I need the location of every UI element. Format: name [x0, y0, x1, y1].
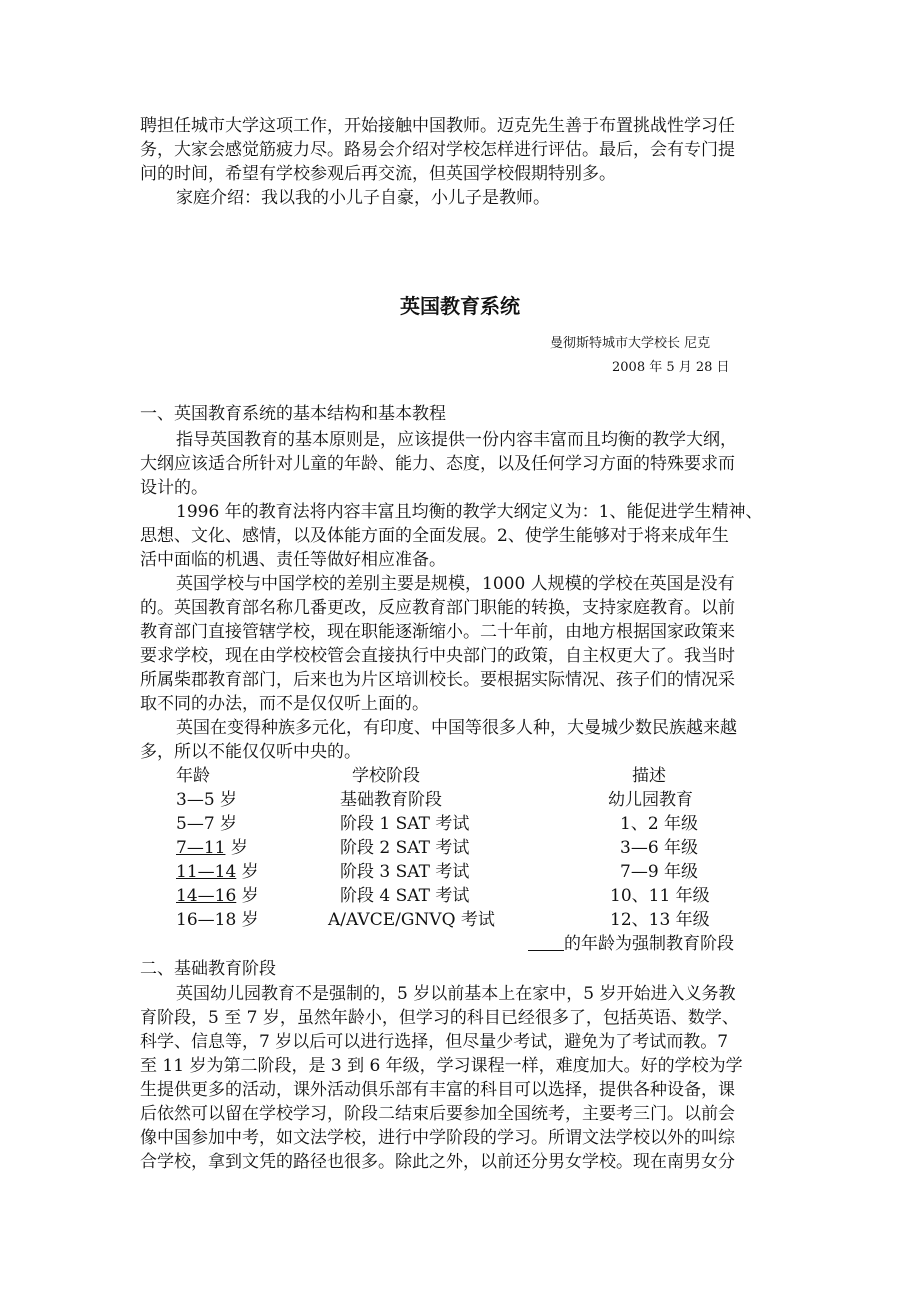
- table-cell-desc: 12、13 年级: [610, 910, 710, 930]
- paragraph-line: 设计的。: [140, 478, 208, 498]
- paragraph-line: 英国在变得种族多元化，有印度、中国等很多人种，大曼城少数民族越来越: [176, 718, 737, 738]
- paragraph-line: 思想、文化、感情，以及体能方面的全面发展。2、使学生能够对于将来成年生: [140, 526, 729, 546]
- paragraph-line: 像中国参加中考，如文法学校，进行中学阶段的学习。所谓文法学校以外的叫综: [140, 1128, 735, 1148]
- table-cell-stage: 阶段 4 SAT 考试: [340, 886, 470, 906]
- author-line: 曼彻斯特城市大学校长 尼克: [550, 336, 711, 351]
- table-header-desc: 描述: [632, 766, 666, 786]
- table-cell-stage: 基础教育阶段: [340, 790, 442, 810]
- paragraph-line: 至 11 岁为第二阶段，是 3 到 6 年级，学习课程一样，难度加大。好的学校为学: [140, 1056, 743, 1076]
- paragraph-line: 生提供更多的活动，课外活动俱乐部有丰富的科目可以选择，提供各种设备，课: [140, 1080, 735, 1100]
- table-cell-age: 5—7 岁: [176, 814, 238, 834]
- paragraph-line: 指导英国教育的基本原则是，应该提供一份内容丰富而且均衡的教学大纲，: [176, 430, 737, 450]
- table-cell-desc: 3—6 年级: [620, 838, 699, 858]
- table-cell-desc: 7—9 年级: [620, 862, 699, 882]
- date-line: 2008 年 5 月 28 日: [612, 360, 730, 375]
- family-intro: 家庭介绍：我以我的小儿子自豪，小儿子是教师。: [176, 188, 550, 208]
- paragraph-line: 的。英国教育部名称几番更改，反应教育部门职能的转换，支持家庭教育。以前: [140, 598, 735, 618]
- paragraph-line: 多，所以不能仅仅听中央的。: [140, 742, 361, 762]
- table-cell-age: 11—14 岁: [176, 862, 259, 882]
- paragraph-line: 后依然可以留在学校学习，阶段二结束后要参加全国统考，主要考三门。以前会: [140, 1104, 735, 1124]
- table-header-age: 年龄: [176, 766, 210, 786]
- fill-blank: [528, 934, 564, 951]
- intro-line: 聘担任城市大学这项工作，开始接触中国教师。迈克先生善于布置挑战性学习任: [140, 116, 735, 136]
- paragraph-line: 育阶段，5 至 7 岁，虽然年龄小，但学习的科目已经很多了，包括英语、数学、: [140, 1008, 739, 1028]
- paragraph-line: 所属柴郡教育部门，后来也为片区培训校长。要根据实际情况、孩子们的情况采: [140, 670, 735, 690]
- table-cell-stage: A/AVCE/GNVQ 考试: [328, 910, 495, 930]
- section-heading: 二、基础教育阶段: [140, 959, 276, 979]
- table-cell-age: 7—11 岁: [176, 838, 248, 858]
- intro-line: 务，大家会感觉筋疲力尽。路易会介绍对学校怎样进行评估。最后，会有专门提: [140, 140, 735, 160]
- paragraph-line: 教育部门直接管辖学校，现在职能逐渐缩小。二十年前，由地方根据国家政策来: [140, 622, 735, 642]
- table-cell-age: 3—5 岁: [176, 790, 238, 810]
- table-cell-desc: 10、11 年级: [610, 886, 710, 906]
- table-cell-age: 14—16 岁: [176, 886, 259, 906]
- document-title: 英国教育系统: [400, 294, 520, 318]
- paragraph-line: 1996 年的教育法将内容丰富且均衡的教学大纲定义为：1、能促进学生精神、: [176, 502, 763, 522]
- intro-line: 问的时间，希望有学校参观后再交流，但英国学校假期特别多。: [140, 164, 616, 184]
- table-cell-stage: 阶段 1 SAT 考试: [340, 814, 470, 834]
- paragraph-line: 英国幼儿园教育不是强制的，5 岁以前基本上在家中，5 岁开始进入义务教: [176, 984, 736, 1004]
- paragraph-line: 取不同的办法，而不是仅仅听上面的。: [140, 694, 429, 714]
- paragraph-line: 大纲应该适合所针对儿童的年龄、能力、态度，以及任何学习方面的特殊要求而: [140, 454, 735, 474]
- paragraph-line: 科学、信息等，7 岁以后可以进行选择，但尽量少考试，避免为了考试而教。7: [140, 1032, 729, 1052]
- section-heading: 一、英国教育系统的基本结构和基本教程: [140, 404, 446, 424]
- paragraph-line: 要求学校，现在由学校校管会直接执行中央部门的政策，自主权更大了。我当时: [140, 646, 735, 666]
- table-cell-desc: 幼儿园教育: [608, 790, 693, 810]
- table-cell-age: 16—18 岁: [176, 910, 259, 930]
- table-note: 的年龄为强制教育阶段: [528, 932, 734, 956]
- table-header-stage: 学校阶段: [352, 766, 420, 786]
- table-cell-stage: 阶段 2 SAT 考试: [340, 838, 470, 858]
- paragraph-line: 合学校，拿到文凭的路径也很多。除此之外，以前还分男女学校。现在南男女分: [140, 1152, 735, 1172]
- paragraph-line: 英国学校与中国学校的差别主要是规模，1000 人规模的学校在英国是没有: [176, 574, 735, 594]
- paragraph-line: 活中面临的机遇、责任等做好相应准备。: [140, 550, 446, 570]
- table-cell-stage: 阶段 3 SAT 考试: [340, 862, 470, 882]
- table-cell-desc: 1、2 年级: [620, 814, 699, 834]
